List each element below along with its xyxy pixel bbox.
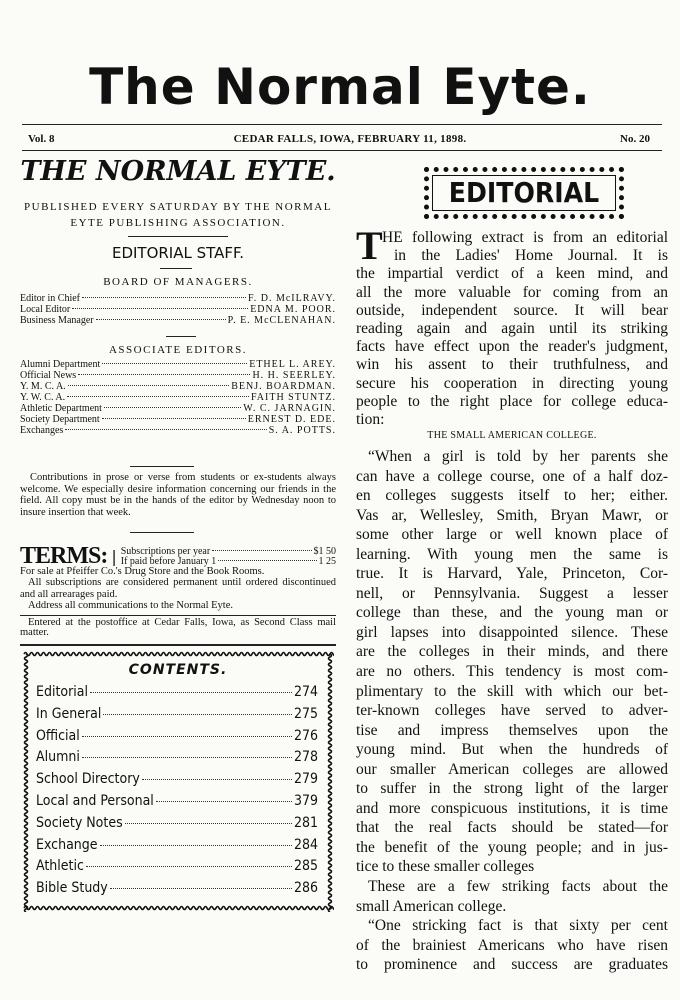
terms-item: If paid before January 1 xyxy=(120,555,217,567)
dot-leader xyxy=(103,714,292,715)
text-line: to suffer in the strong light of the larger xyxy=(356,780,668,798)
text-line: nell, or Pennsylvania. Suggest a lesser xyxy=(356,584,668,602)
text-line: tice to these smaller colleges xyxy=(356,858,535,876)
editorial-intro xyxy=(356,229,668,429)
contents-page: 278 xyxy=(293,749,318,766)
contents-title: Alumni xyxy=(36,749,80,766)
entered-note: Entered at the postoffice at Cedar Falls, Iowa, as Second Class mail matter. xyxy=(20,617,336,638)
contents-item xyxy=(36,706,318,728)
dot-leader xyxy=(86,866,292,867)
address-note: Address all communications to the Normal Eyte. xyxy=(28,600,233,611)
text-line: reading again and again until its striking xyxy=(356,320,668,338)
contents-page: 275 xyxy=(293,705,318,722)
dot-leader xyxy=(78,374,250,375)
text-line: in the Ladies' Home Journal. It is xyxy=(394,247,668,265)
published-line-1: PUBLISHED EVERY SATURDAY BY THE NORMAL xyxy=(24,201,332,213)
text-line: to prominence and success are graduates xyxy=(356,956,668,974)
contents-title: Bible Study xyxy=(36,880,108,897)
contents-list xyxy=(36,684,318,902)
contents-page: 284 xyxy=(293,836,318,853)
text-line: en colleges suggests itself to her; either. xyxy=(356,487,668,505)
staff-name: W. C. JARNAGIN. xyxy=(243,403,336,414)
text-line: HE following extract is from an editorial xyxy=(382,229,668,246)
volume-label: Vol. 8 xyxy=(28,133,55,145)
staff-name: ETHEL L. AREY. xyxy=(249,359,336,370)
staff-row xyxy=(20,414,336,425)
dateline: CEDAR FALLS, IOWA, FEBRUARY 11, 1898. xyxy=(233,133,467,145)
text-line: are the colleges in their minds, and there xyxy=(356,643,668,661)
text-line: people to the right place for college educa- xyxy=(356,392,668,410)
paper-title: THE NORMAL EYTE. xyxy=(20,156,336,187)
dot-leader xyxy=(96,319,226,320)
staff-row xyxy=(20,403,336,414)
text-line: and more conspicuous institutions, it is time xyxy=(356,799,668,817)
contents-page: 379 xyxy=(293,792,318,809)
terms-price: 1 25 xyxy=(318,555,336,567)
contents-item xyxy=(36,728,318,750)
contents-title: Athletic xyxy=(36,858,84,875)
divider xyxy=(130,532,194,533)
drop-cap: T xyxy=(356,223,383,268)
contents-page: 285 xyxy=(293,858,318,875)
divider xyxy=(128,236,228,237)
text-line: These are a few striking facts about the xyxy=(368,878,668,896)
text-line: that the real facts should be stated—for xyxy=(356,819,668,837)
editorial-banner xyxy=(424,167,624,219)
text-line: can have a college course, one of a half doz- xyxy=(356,467,668,485)
divider xyxy=(20,615,336,616)
dot-leader xyxy=(142,779,292,780)
text-line: small American college. xyxy=(356,897,507,915)
dot-leader xyxy=(212,550,311,551)
text-line: win his assent to their truthfulness, and xyxy=(356,356,668,374)
managers-list xyxy=(20,293,336,326)
masthead-title: The Normal Eyte. xyxy=(89,58,591,116)
header-rule-bottom xyxy=(22,150,662,151)
staff-row xyxy=(20,293,336,304)
published-line-2: EYTE PUBLISHING ASSOCIATION. xyxy=(70,217,286,229)
staff-role: Athletic Department xyxy=(20,403,102,414)
dot-leader xyxy=(82,297,246,298)
contents-item xyxy=(36,793,318,815)
contents-page: 274 xyxy=(293,684,318,700)
contents-title: Exchange xyxy=(36,836,98,853)
terms-label: TERMS: xyxy=(20,543,108,569)
subheading: THE SMALL AMERICAN COLLEGE. xyxy=(427,430,597,441)
terms-list xyxy=(121,547,336,567)
staff-row xyxy=(20,381,336,392)
dot-leader xyxy=(90,692,292,693)
contents-item xyxy=(36,749,318,771)
managers-heading: BOARD OF MANAGERS. xyxy=(103,276,253,288)
text-line: are no others. This tendency is most com- xyxy=(356,663,668,681)
staff-name: P. E. McCLENAHAN. xyxy=(227,315,336,326)
staff-name: EDNA M. POOR. xyxy=(250,304,336,315)
contents-item xyxy=(36,880,318,902)
dot-leader xyxy=(100,845,292,846)
dot-leader xyxy=(82,736,292,737)
issue-number: No. 20 xyxy=(620,133,650,145)
contents-item xyxy=(36,837,318,859)
text-line: Vas ar, Wellesley, Smith, Bryan Mawr, or xyxy=(356,506,668,524)
staff-row xyxy=(20,425,336,436)
text-line: all the more valuable for coming from an xyxy=(356,283,668,301)
dot-leader xyxy=(110,888,292,889)
text-line: plimentary to the skill with which our bet- xyxy=(356,682,668,700)
text-line: outside, independent source. It will bear xyxy=(356,301,668,319)
contents-page: 286 xyxy=(293,880,318,897)
dot-leader xyxy=(68,385,230,386)
text-line: some other large or well known place of xyxy=(356,526,668,544)
text-line: tion: xyxy=(356,411,385,429)
staff-role: Business Manager xyxy=(20,315,94,326)
contents-title: School Directory xyxy=(36,771,140,788)
contents-item xyxy=(36,815,318,837)
staff-name: H. H. SEERLEY. xyxy=(252,370,336,381)
staff-role: Society Department xyxy=(20,414,100,425)
staff-heading: EDITORIAL STAFF. xyxy=(111,244,245,262)
staff-name: BENJ. BOARDMAN. xyxy=(231,381,336,392)
contents-page: 281 xyxy=(293,814,318,831)
staff-role: Exchanges xyxy=(20,425,64,436)
divider xyxy=(130,466,194,467)
associates-heading: ASSOCIATE EDITORS. xyxy=(108,344,248,356)
staff-role: Editor in Chief xyxy=(20,293,80,304)
contents-item xyxy=(36,771,318,793)
text-line: college than these, and the young man or xyxy=(356,604,668,622)
for-sale-note: For sale at Pfeiffer Co.'s Drug Store and the Book Rooms. xyxy=(20,566,265,577)
text-line: the benefit of the young people; and in jus- xyxy=(356,838,668,856)
text-line: facts have effect upon the reader's judgment, xyxy=(356,338,668,356)
staff-name: F. D. McILRAVY. xyxy=(247,293,336,304)
contents-title: Local and Personal xyxy=(36,792,154,809)
contents-heading: CONTENTS. xyxy=(128,662,228,678)
editorial-heading: EDITORIAL xyxy=(432,175,616,211)
contributions-note: Contributions in prose or verse from students or ex-students always welcome. We especially desire information concerning our friends in the field. All copy must be in the hands of the editor by Wednesday noon to insure insertion that week. xyxy=(20,472,336,518)
contents-item xyxy=(36,684,318,706)
text-line: learning. With young men the same is xyxy=(356,545,668,563)
text-line: our smaller American colleges are allowed xyxy=(356,760,668,778)
text-line: girl lapses into disappointed silence. These xyxy=(356,623,668,641)
terms-row xyxy=(121,557,336,567)
staff-row xyxy=(20,315,336,326)
header-rule-top xyxy=(22,124,662,125)
dot-leader xyxy=(104,407,241,408)
divider xyxy=(160,268,192,269)
text-line: ter-known colleges have served to adver- xyxy=(356,702,668,720)
subscriptions-note: All subscriptions are considered permanent until ordered discontinued and all arrearages paid. xyxy=(20,577,336,600)
editorial-body xyxy=(356,447,668,975)
contents-title: Society Notes xyxy=(36,814,123,831)
staff-name: FAITH STUNTZ. xyxy=(250,392,336,403)
dot-leader xyxy=(67,396,249,397)
terms-row xyxy=(121,547,336,557)
staff-name: S. A. POTTS. xyxy=(268,425,336,436)
divider xyxy=(166,336,196,337)
dot-leader xyxy=(82,757,292,758)
dot-leader xyxy=(102,418,246,419)
staff-row xyxy=(20,359,336,370)
text-line: the impartial verdict of a keen mind, and xyxy=(356,265,668,283)
associates-list xyxy=(20,359,336,436)
terms-price: $1 50 xyxy=(313,545,336,557)
contents-box xyxy=(22,650,334,912)
terms-item: Subscriptions per year xyxy=(120,545,211,557)
staff-row xyxy=(20,370,336,381)
text-line: secure his cooperation in directing young xyxy=(356,374,668,392)
dot-leader xyxy=(65,429,266,430)
contents-title: In General xyxy=(36,705,102,722)
text-line: “When a girl is told by her parents she xyxy=(368,448,668,465)
dot-leader xyxy=(156,801,292,802)
staff-role: Local Editor xyxy=(20,304,71,315)
text-line: true. It is Harvard, Yale, Princeton, Cor- xyxy=(356,565,668,583)
dot-leader xyxy=(125,823,292,824)
contents-item xyxy=(36,858,318,880)
contents-page: 279 xyxy=(293,771,318,788)
staff-row xyxy=(20,392,336,403)
dot-leader xyxy=(102,363,247,364)
staff-name: ERNEST D. EDE. xyxy=(247,414,336,425)
contents-title: Editorial xyxy=(36,684,88,700)
dot-leader xyxy=(218,560,316,561)
divider-thick xyxy=(20,644,336,646)
text-line: “One stricking fact is that sixty per cent xyxy=(368,917,668,935)
text-line: of the brainiest Americans who have risen xyxy=(356,936,668,954)
staff-role: Y. W. C. A. xyxy=(20,392,66,403)
text-line: tise and impress themselves upon the xyxy=(356,721,668,739)
staff-role: Y. M. C. A. xyxy=(20,381,66,392)
staff-row xyxy=(20,304,336,315)
contents-page: 276 xyxy=(293,727,318,744)
contents-title: Official xyxy=(36,727,80,744)
dot-leader xyxy=(72,308,248,309)
brace-icon: | xyxy=(111,547,117,566)
staff-role: Alumni Department xyxy=(20,359,101,370)
staff-role: Official News xyxy=(20,370,77,381)
text-line: young mind. But when the hundreds of xyxy=(356,741,668,759)
